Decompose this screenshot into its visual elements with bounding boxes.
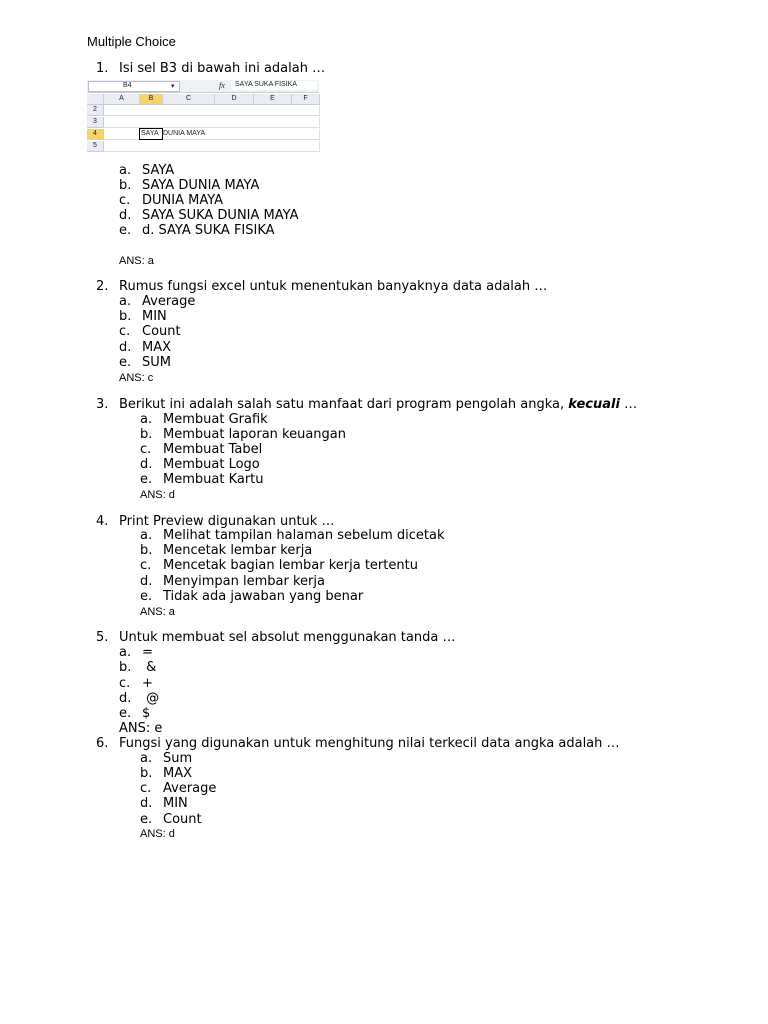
option-letter: a. — [140, 751, 153, 766]
question-number: 6. — [96, 736, 109, 751]
option-letter: c. — [119, 193, 131, 208]
option-text: SAYA — [142, 163, 175, 178]
row-header: 4 — [87, 129, 104, 140]
option-text: SAYA SUKA DUNIA MAYA — [142, 208, 299, 223]
option-letter: b. — [140, 427, 153, 442]
answer-key: ANS: a — [119, 255, 154, 267]
answer-key: ANS: a — [140, 606, 175, 618]
column-header: A — [104, 94, 140, 105]
question-text: Untuk membuat sel absolut menggunakan tanda … — [119, 630, 456, 645]
option-text: Melihat tampilan halaman sebelum dicetak — [163, 528, 445, 543]
option-letter: c. — [140, 781, 152, 796]
option-letter: d. — [140, 796, 153, 811]
option-text: DUNIA MAYA — [142, 193, 224, 208]
cell-c4-text: DUNIA MAYA — [163, 130, 206, 137]
question-text: Berikut ini adalah salah satu manfaat dari program pengolah angka, kecuali … — [119, 397, 638, 412]
formula-value-field — [231, 81, 317, 90]
option-text: d. SAYA SUKA FISIKA — [142, 223, 275, 238]
option-text: Count — [142, 324, 181, 339]
option-text: Mencetak lembar kerja — [163, 543, 313, 558]
formula-bar — [87, 80, 319, 93]
grid-row — [104, 117, 320, 128]
option-text: @ — [142, 691, 160, 706]
option-text: Membuat laporan keuangan — [163, 427, 346, 442]
column-header: C — [163, 94, 215, 105]
column-header: F — [292, 94, 320, 105]
option-letter: b. — [119, 178, 132, 193]
option-text: Average — [163, 781, 217, 796]
cell-b4-text: SAYA — [141, 130, 159, 137]
column-header: B — [140, 94, 163, 105]
option-text: Count — [163, 812, 202, 827]
column-header: D — [215, 94, 254, 105]
answer-key: ANS: c — [119, 372, 154, 384]
formula-value: SAYA SUKA FISIKA — [235, 81, 297, 88]
question-number: 5. — [96, 630, 109, 645]
answer-key: ANS: e — [119, 721, 163, 736]
question-text: Fungsi yang digunakan untuk menghitung nilai terkecil data angka adalah … — [119, 736, 620, 751]
option-text: MIN — [142, 309, 167, 324]
name-box — [88, 81, 180, 92]
option-letter: a. — [140, 412, 153, 427]
option-letter: c. — [140, 442, 152, 457]
option-text: SAYA DUNIA MAYA — [142, 178, 260, 193]
option-text: Membuat Tabel — [163, 442, 263, 457]
option-letter: e. — [140, 812, 153, 827]
question-number: 2. — [96, 279, 109, 294]
option-letter: b. — [119, 660, 132, 675]
option-letter: b. — [140, 766, 153, 781]
question-number: 4. — [96, 514, 109, 529]
option-text: $ — [142, 706, 151, 721]
question-text: Isi sel B3 di bawah ini adalah … — [119, 61, 326, 76]
row-header: 3 — [87, 117, 104, 128]
option-text: Sum — [163, 751, 193, 766]
option-letter: c. — [140, 558, 152, 573]
option-text: MAX — [142, 340, 172, 355]
spreadsheet-screenshot — [87, 80, 319, 152]
option-letter: b. — [140, 543, 153, 558]
corner-header — [87, 94, 104, 105]
row-header: 5 — [87, 141, 104, 152]
option-letter: e. — [119, 706, 132, 721]
option-letter: c. — [119, 324, 131, 339]
option-text: SUM — [142, 355, 171, 370]
column-header: E — [254, 94, 292, 105]
option-text: + — [142, 676, 153, 691]
fx-icon: fx — [219, 81, 225, 90]
option-letter: e. — [119, 355, 132, 370]
option-letter: b. — [119, 309, 132, 324]
document-title: Multiple Choice — [87, 34, 176, 49]
grid-row — [104, 105, 320, 116]
question-number: 3. — [96, 397, 109, 412]
emphasis-text: kecuali — [568, 397, 620, 412]
option-text: Membuat Grafik — [163, 412, 268, 427]
option-letter: a. — [119, 163, 132, 178]
option-letter: d. — [140, 457, 153, 472]
row-header: 2 — [87, 105, 104, 116]
option-text: Mencetak bagian lembar kerja tertentu — [163, 558, 418, 573]
answer-key: ANS: d — [140, 828, 175, 840]
option-letter: a. — [119, 645, 132, 660]
option-text: MAX — [163, 766, 193, 781]
option-text: Menyimpan lembar kerja — [163, 574, 325, 589]
option-text: Membuat Kartu — [163, 472, 264, 487]
option-letter: a. — [119, 294, 132, 309]
option-letter: d. — [119, 340, 132, 355]
option-text: & — [142, 660, 157, 675]
chevron-down-icon: ▾ — [171, 83, 175, 90]
option-letter: e. — [140, 472, 153, 487]
option-letter: e. — [119, 223, 132, 238]
option-letter: a. — [140, 528, 153, 543]
option-letter: c. — [119, 676, 131, 691]
question-number: 1. — [96, 61, 109, 76]
option-letter: d. — [119, 691, 132, 706]
option-text: MIN — [163, 796, 188, 811]
grid-row — [104, 141, 320, 152]
question-text: Print Preview digunakan untuk … — [119, 514, 335, 529]
question-text: Rumus fungsi excel untuk menentukan banyaknya data adalah … — [119, 279, 548, 294]
option-letter: d. — [119, 208, 132, 223]
option-text: Tidak ada jawaban yang benar — [163, 589, 364, 604]
option-text: = — [142, 645, 153, 660]
option-letter: e. — [140, 589, 153, 604]
option-text: Membuat Logo — [163, 457, 260, 472]
name-box-value: B4 — [123, 82, 132, 89]
grid-row — [104, 129, 320, 140]
option-text: Average — [142, 294, 196, 309]
option-letter: d. — [140, 574, 153, 589]
answer-key: ANS: d — [140, 489, 175, 501]
